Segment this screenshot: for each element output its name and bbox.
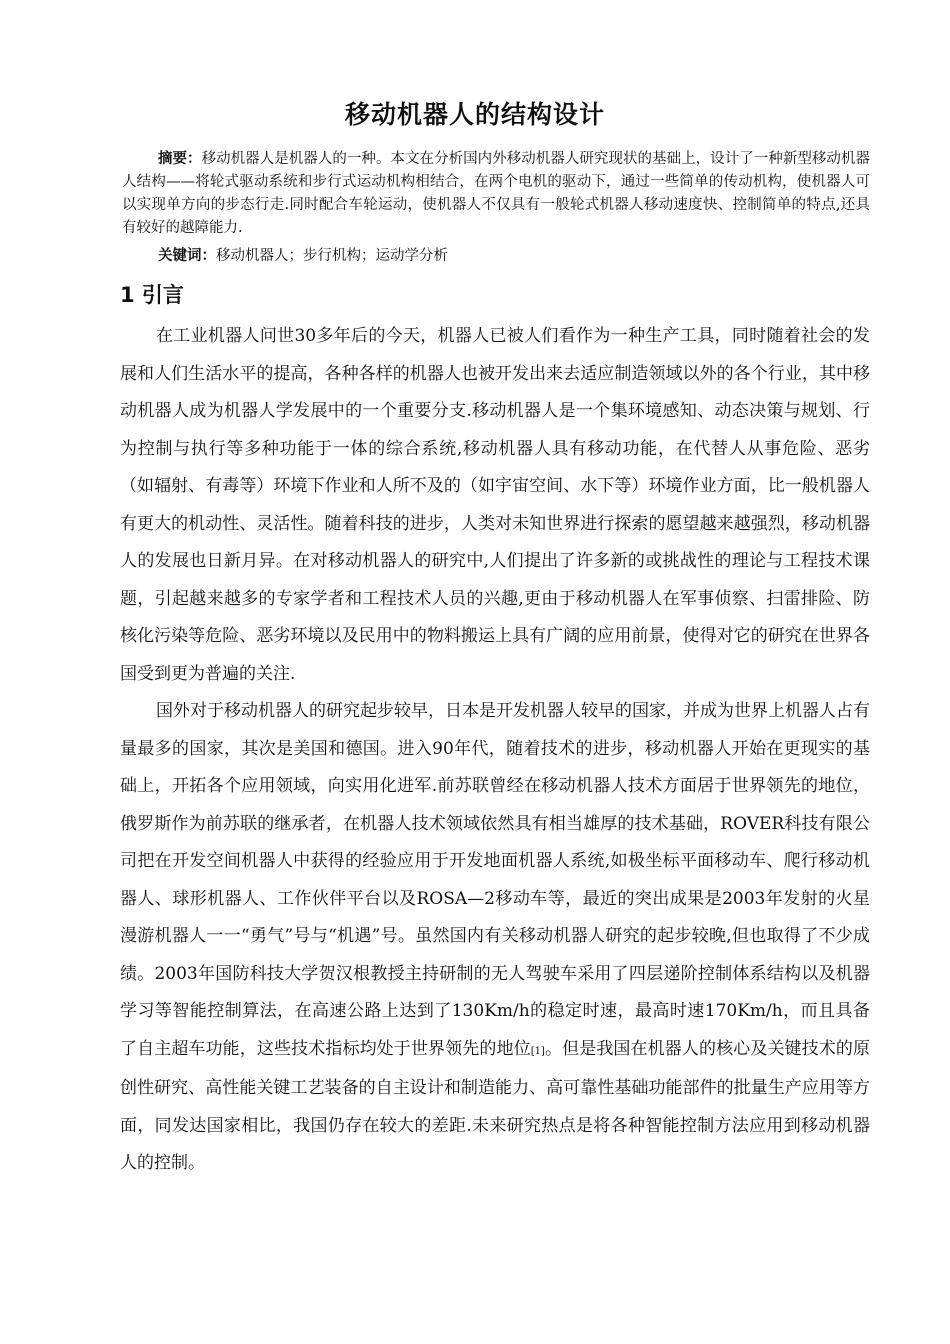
paper-title: 移动机器人的结构设计: [344, 100, 605, 129]
abstract-text: 移动机器人是机器人的一种。本文在分析国内外移动机器人研究现状的基础上，设计了一种新型移动机器人结构——将轮式驱动系统和步行式运动机构相结合，在两个电机的驱动下，通过一些简单的传动机构，使机器人可以实现单方向的步态行走.同时配合车轮运动，使机器人不仅具有一般轮式机器人移动速度快、控制简单的特点,还具有较好的越障能力.: [122, 151, 870, 236]
keywords-text: 移动机器人；步行机构；运动学分析: [216, 248, 448, 264]
paragraph-2: [120, 693, 870, 1183]
section-heading: 1 引言: [120, 283, 184, 307]
keywords: [158, 245, 870, 267]
abstract: [122, 148, 870, 240]
paragraph-1: 在工业机器人问世30多年后的今天，机器人已被人们看作为一种生产工具，同时随着社会的发展和人们生活水平的提高，各种各样的机器人也被开发出来去适应制造领域以外的各个行业，其中移动机器人成为机器人学发展中的一个重要分支.移动机器人是一个集环境感知、动态决策与规划、行为控制与执行等多种功能于一体的综合系统,移动机器人具有移动功能，在代替人从事危险、恶劣（如辐射、有毒等）环境下作业和人所不及的（如宇宙空间、水下等）环境作业方面，比一般机器人有更大的机动性、灵活性。随着科技的进步，人类对未知世界进行探索的愿望越来越强烈，移动机器人的发展也日新月异。在对移动机器人的研究中,人们提出了许多新的或挑战性的理论与工程技术课题，引起越来越多的专家学者和工程技术人员的兴趣,更由于移动机器人在军事侦察、扫雷排险、防核化污染等危险、恶劣环境以及民用中的物料搬运上具有广阔的应用前景，使得对它的研究在世界各国受到更为普遍的关注.: [120, 326, 870, 684]
citation-ref[interactable]: [1]: [530, 1045, 545, 1057]
keywords-label: 关键词：: [158, 248, 216, 264]
paragraph-2-text-before-citation: 国外对于移动机器人的研究起步较早，日本是开发机器人较早的国家，并成为世界上机器人占有量最多的国家，其次是美国和德国。进入90年代，随着技术的进步，移动机器人开始在更现实的基础上，开拓各个应用领域，向实用化进军.前苏联曾经在移动机器人技术方面居于世界领先的地位，俄罗斯作为前苏联的继承者，在机器人技术领域依然具有相当雄厚的技术基础，ROVER科技有限公司把在开发空间机器人中获得的经验应用于开发地面机器人系统,如极坐标平面移动车、爬行移动机器人、球形机器人、工作伙伴平台以及ROSA—2移动车等，最近的突出成果是2003年发射的火星漫游机器人一一“勇气”号与“机遇”号。虽然国内有关移动机器人研究的起步较晚,但也取得了不少成绩。2003年国防科技大学贺汉根教授主持研制的无人驾驶车采用了四层递阶控制体系结构以及机器学习等智能控制算法，在高速公路上达到了130Km/h的稳定时速，最高时速170Km/h，而且具备了自主超车功能，这些技术指标均处于世界领先的地位: [120, 701, 870, 1059]
body-text: [120, 318, 870, 1183]
abstract-label: 摘要：: [158, 151, 202, 167]
paragraph-2-text-after-citation: 。但是我国在机器人的核心及关键技术的原创性研究、高性能关键工艺装备的自主设计和制造能力、高可靠性基础功能部件的批量生产应用等方面，同发达国家相比，我国仍存在较大的差距.未来研究热点是将各种智能控制方法应用到移动机器人的控制。: [120, 1038, 871, 1173]
